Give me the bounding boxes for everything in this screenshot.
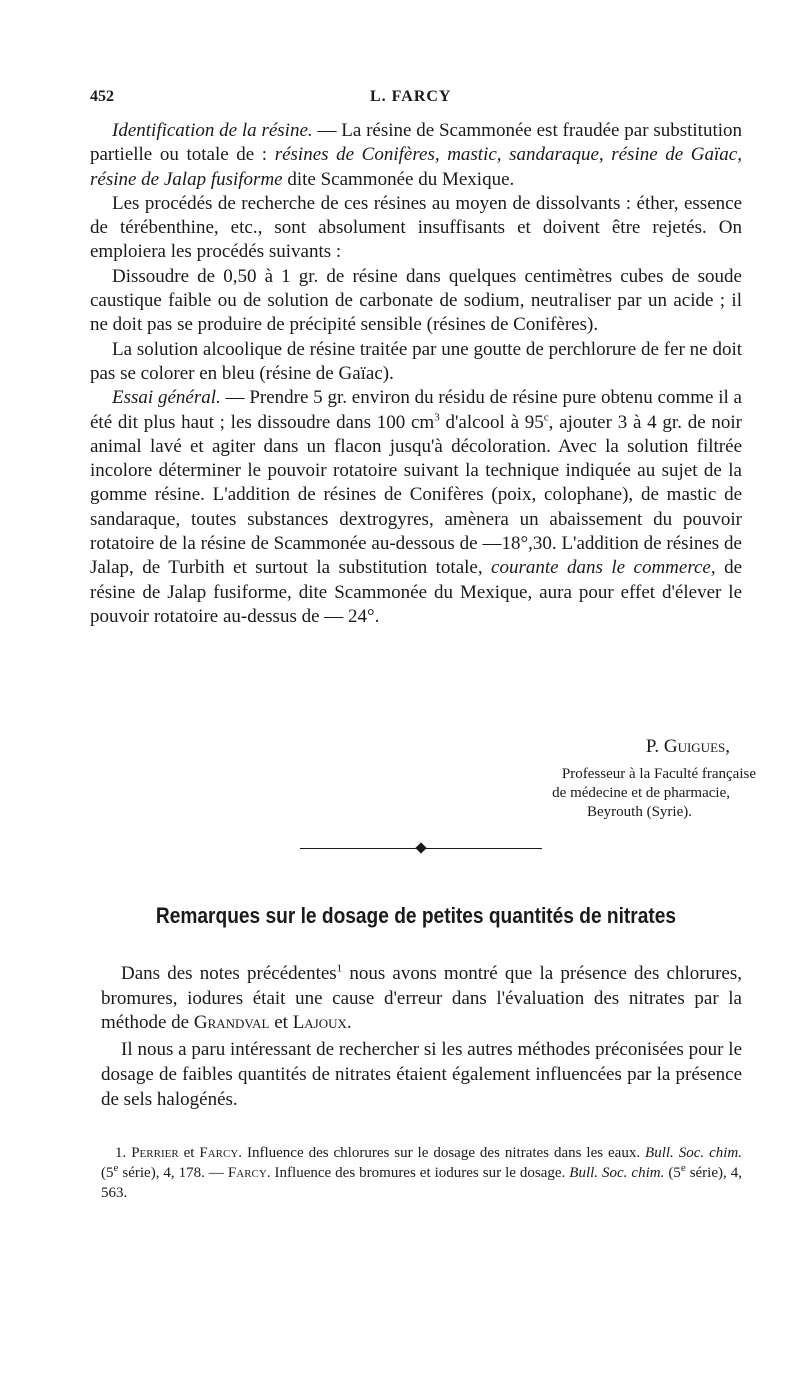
text-run: . Influence des bromures et iodures sur le dosage. xyxy=(266,1165,570,1181)
text-run: , de résine de Jalap fusiforme, dite Scammonée du Mexique, aura pour effet d'élever le pouvoir rotatoire au-dessus de — 24°. xyxy=(90,557,742,627)
journal-ref: Bull. Soc. chim. xyxy=(569,1165,665,1181)
text-run: . Influence des chlorures sur le dosage des nitrates dans les eaux. xyxy=(238,1145,646,1161)
page-header xyxy=(90,88,740,112)
text-run: Dans des notes précédentes xyxy=(121,963,337,984)
superscript: e xyxy=(113,1162,119,1174)
italic-run: courante dans le commerce xyxy=(491,557,711,579)
superscript: c xyxy=(543,411,549,424)
article-body-nitrates xyxy=(101,962,742,1112)
article-title: Remarques sur le dosage de petites quantités de nitrates xyxy=(155,903,677,928)
superscript: 3 xyxy=(434,411,440,424)
paragraph-intro xyxy=(101,962,742,1036)
page-number: 452 xyxy=(90,88,114,105)
author-ref: Farcy xyxy=(227,1165,267,1181)
author-ref: Perrier xyxy=(131,1145,179,1161)
author-name: P. Guigues, xyxy=(645,736,730,757)
text-run: — La résine de Scammonée est fraudée par substitution partielle ou totale de : xyxy=(90,120,743,166)
text-run: et xyxy=(178,1145,200,1161)
affiliation-line: Beyrouth (Syrie). xyxy=(587,804,692,820)
paragraph-perchlorure: La solution alcoolique de résine traitée par une goutte de perchlorure de fer ne doit pas se colorer en bleu (résine de Gaïac). xyxy=(90,338,742,384)
paragraph-dissoudre: Dissoudre de 0,50 à 1 gr. de résine dans quelques centimètres cubes de soude caustique faible ou de solution de carbonate de sodium, neutraliser par un acide ; il ne doit pas se produire de précipité sensible (résines de Conifères). xyxy=(90,265,742,336)
italic-lead: Identification de la résine. xyxy=(112,120,313,141)
paragraph-identification xyxy=(90,119,742,192)
section-divider xyxy=(300,848,542,850)
author-signature xyxy=(460,735,760,822)
italic-run: résines de Conifères, mastic, sandaraque, résine de Gaïac, résine de Jalap fusiforme xyxy=(90,144,742,190)
superscript: e xyxy=(680,1162,686,1174)
text-run: — Prendre 5 gr. environ du résidu de résine pure obtenu comme il a été dit plus haut ; les dissoudre dans 100 cm xyxy=(90,387,742,433)
paragraph-procedes: Les procédés de recherche de ces résines au moyen de dissolvants : éther, essence de térébenthine, etc., sont absolument insuffisants et doivent être rejetés. On emploiera les procédés suivants : xyxy=(90,192,742,263)
running-title: L. FARCY xyxy=(370,88,452,105)
italic-lead: Essai général. xyxy=(112,387,221,409)
paragraph-objective: Il nous a paru intéressant de rechercher si les autres méthodes préconisées pour le dosage de faibles quantités de nitrates étaient également influencées par la présence de sels halogénés. xyxy=(101,1039,742,1110)
text-run: série), 4, 563. xyxy=(101,1165,742,1201)
text-run: , ajouter 3 à 4 gr. de noir animal lavé et agiter dans un flacon jusqu'à décoloration. Avec la solution filtrée incolore déterminer le pouvoir rotatoire suivant la technique indiquée au sujet de la gomme résine. L'addition de résines de Conifères (poix, colophane), de mastic de sandaraque, toutes substances dextrogyres, amènera un abaissement du pouvoir rotatoire de la résine de Scammonée au-dessous de —18°,30. L'addition de résines de Jalap, de Turbith et surtout la substitution totale, xyxy=(90,411,743,579)
author-ref: Lajoux xyxy=(292,1012,347,1034)
footnote-number: 1. xyxy=(115,1145,132,1161)
text-run: nous avons montré que la présence des chlorures, bromures, iodures était une cause d'erreur dans l'évaluation des nitrates par la méthode de xyxy=(101,963,742,1034)
affiliation-line: Professeur à la Faculté française xyxy=(561,766,756,782)
footnote-text xyxy=(101,1143,742,1203)
affiliation-line: de médecine et de pharmacie, xyxy=(552,785,730,801)
journal-ref: Bull. Soc. chim. xyxy=(645,1145,742,1161)
footnote-marker: 1 xyxy=(336,962,343,975)
paragraph-essai-general xyxy=(90,386,742,629)
text-run: d'alcool à 95 xyxy=(439,411,544,433)
text-run: dite Scammonée du Mexique. xyxy=(282,168,515,190)
author-ref: Grandval xyxy=(193,1012,270,1034)
author-ref: Farcy xyxy=(199,1145,239,1161)
text-run: (5 xyxy=(664,1165,681,1181)
footnote xyxy=(101,1143,742,1203)
text-run: (5 xyxy=(101,1165,114,1181)
text-run: série), 4, 178. — xyxy=(118,1165,228,1181)
text-run: et xyxy=(269,1012,293,1034)
diamond-ornament-icon xyxy=(415,842,426,853)
article-body-scammonee xyxy=(90,119,742,629)
text-run: . xyxy=(346,1012,352,1034)
